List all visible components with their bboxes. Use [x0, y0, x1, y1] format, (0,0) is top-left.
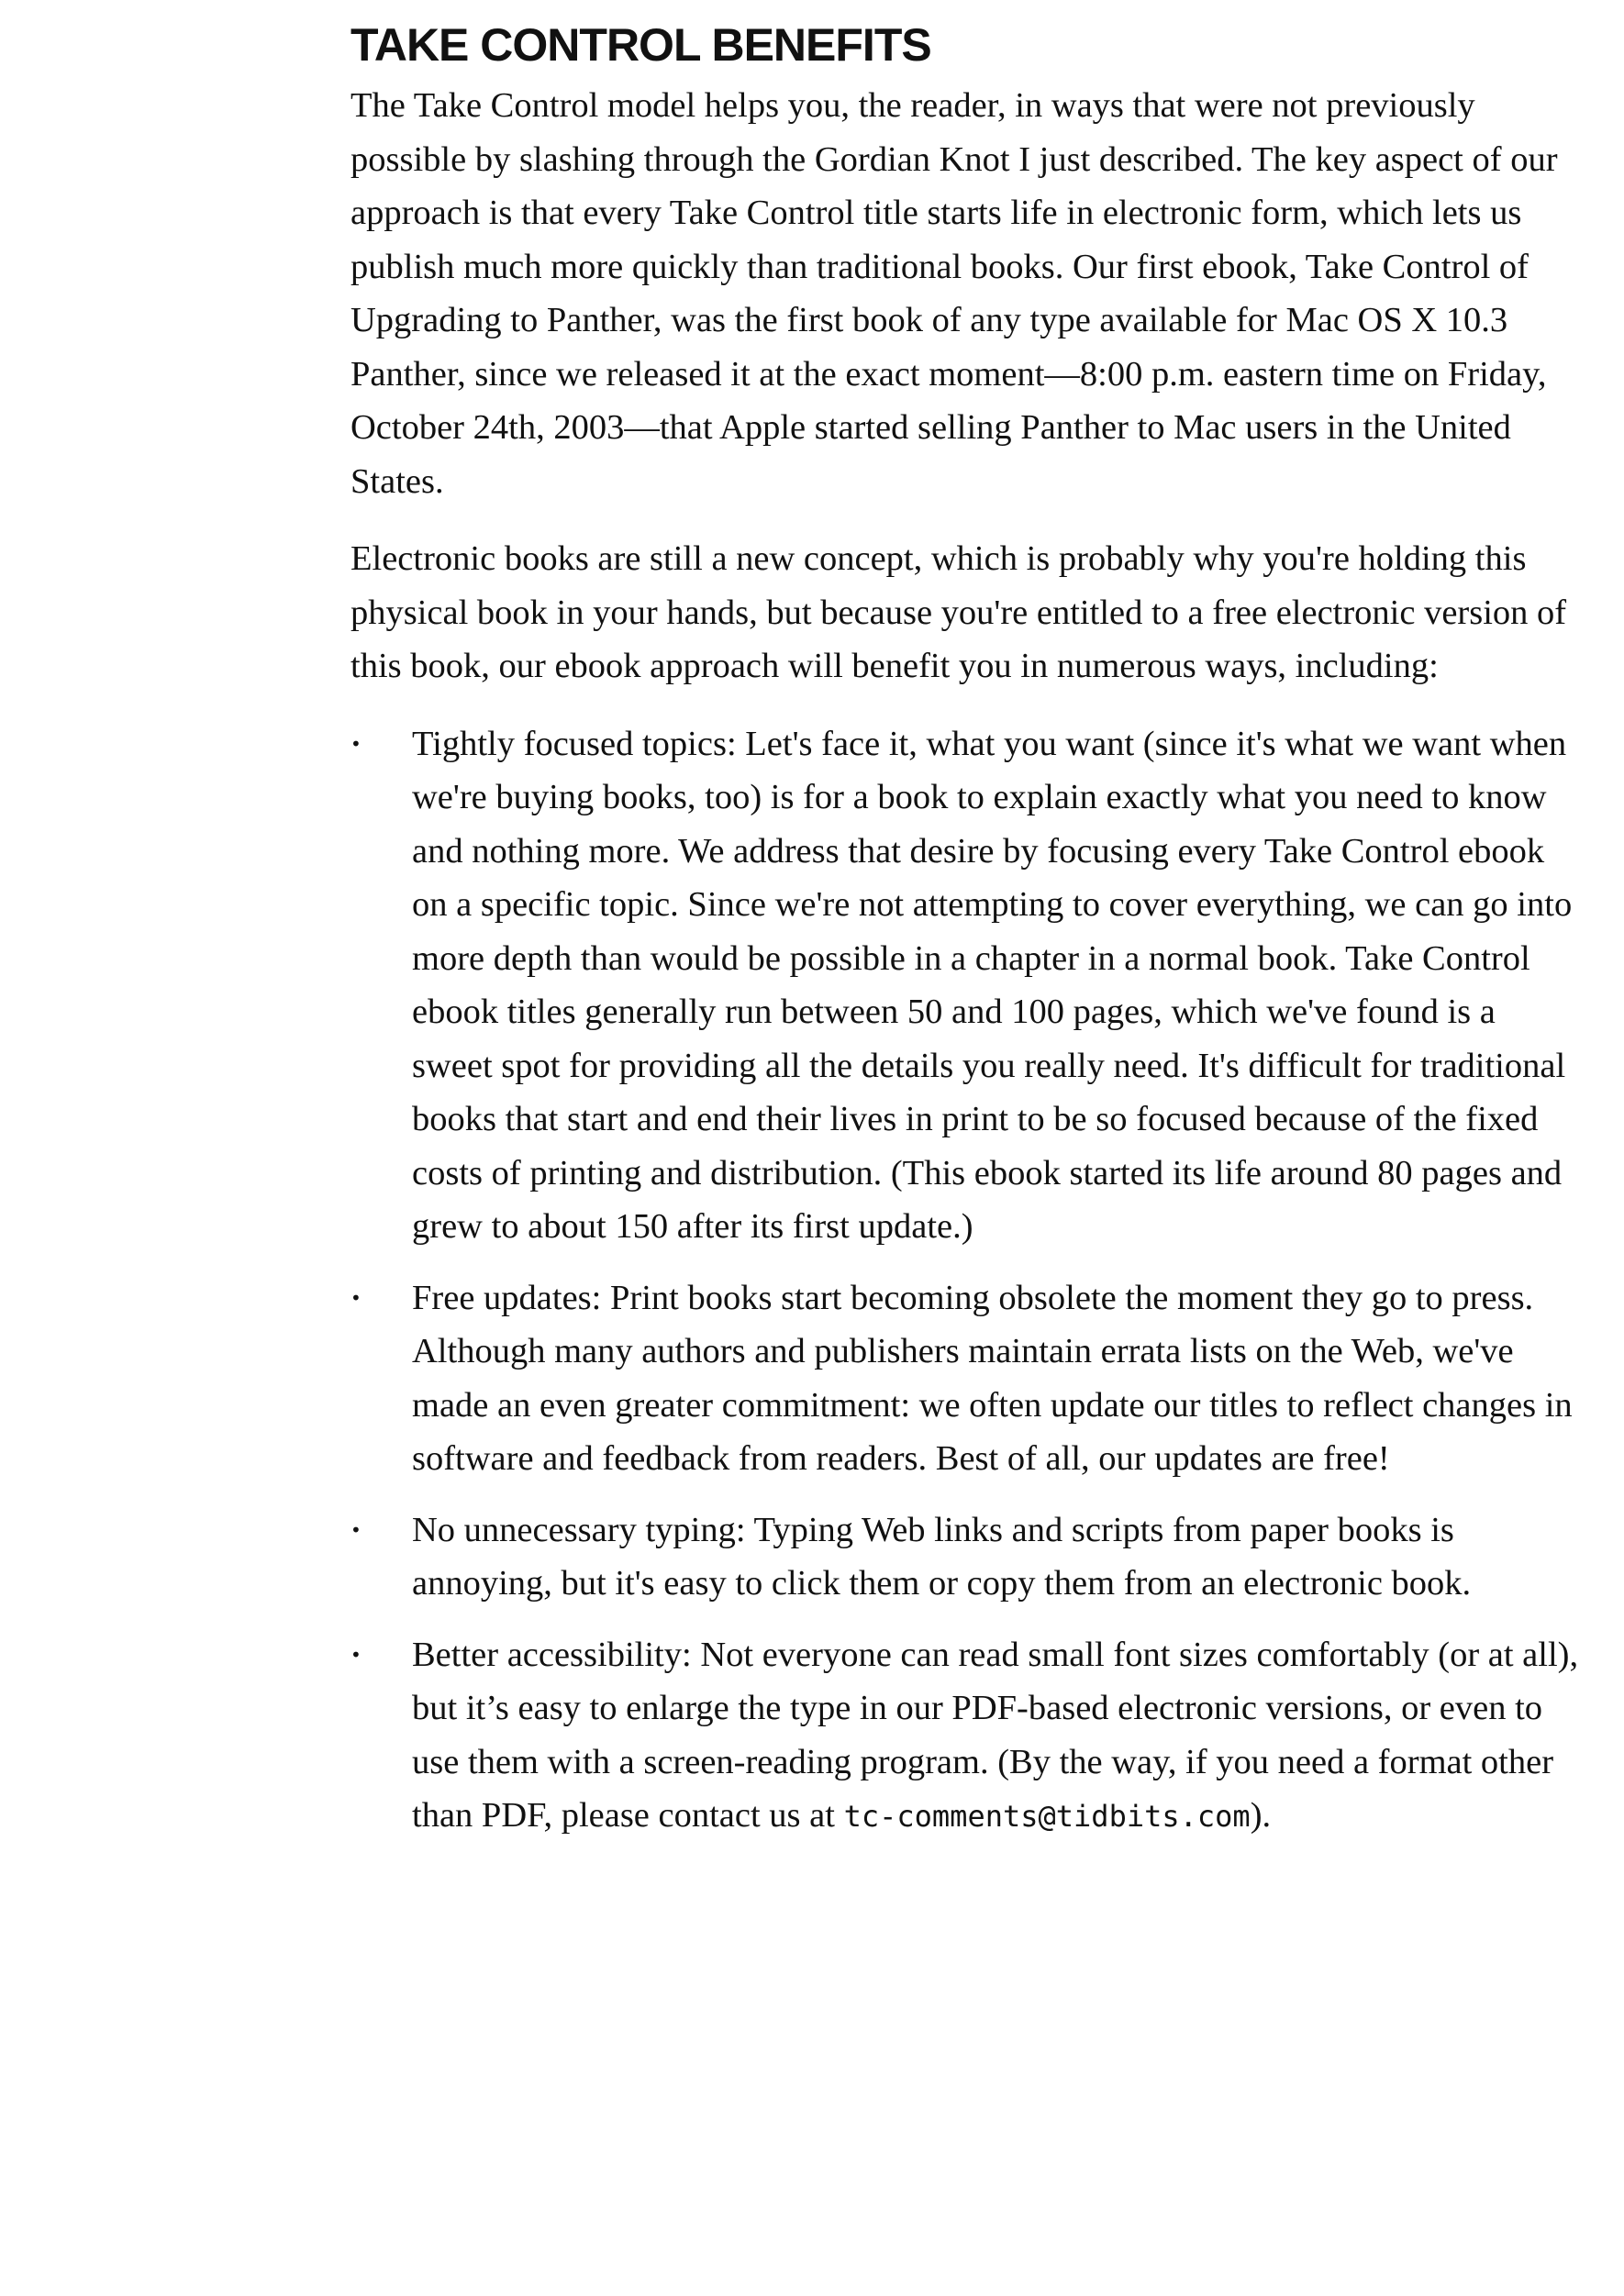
benefit-item-no-typing: [350, 1503, 1585, 1611]
benefit-text: Not everyone can read small font sizes comfortably (or at all), but it’s easy to enlarge the type in our PDF-based electronic versions, or even to use them with a screen-reading program. (By the way, if you need a format other than PDF, please contact us at: [412, 1635, 1579, 1835]
benefit-label: Free updates:: [412, 1278, 602, 1317]
section-heading: TAKE CONTROL BENEFITS: [350, 19, 931, 71]
bullet-icon: •: [350, 1518, 362, 1541]
benefit-label: No unnecessary typing:: [412, 1510, 746, 1549]
benefit-text: Let's face it, what you want (since it's what we want when we're buying books, too) is for a book to explain exactly what you need to know and nothing more. We address that desire by focusing every Take Control ebook on a specific topic. Since we're not attempting to cover everything, we can go into more depth than would be possible in a chapter in a normal book. Take Control ebook titles generally run between 50 and 100 pages, which we've found is a sweet spot for providing all the details you really need. It's difficult for traditional books that start and end their lives in print to be so focused because of the fixed costs of printing and distribution. (This ebook started its life around 80 pages and grew to about 150 after its first update.): [412, 724, 1573, 1246]
benefits-list: [350, 717, 1585, 1844]
bullet-icon: •: [350, 1286, 362, 1309]
benefit-item-free-updates: [350, 1271, 1585, 1486]
benefit-label: Tightly focused topics:: [412, 724, 737, 763]
contact-email-link[interactable]: tc-comments@tidbits.com: [843, 1799, 1251, 1834]
page: [350, 17, 1585, 1861]
benefit-tail: ).: [1250, 1796, 1272, 1835]
benefit-item-focused-topics: [350, 717, 1585, 1254]
benefit-text: Print books start becoming obsolete the moment they go to press. Although many authors and publishers maintain errata lists on the Web, we've made an even greater commitment: we often update our titles to reflect changes in software and feedback from readers. Best of all, our updates are free!: [412, 1278, 1573, 1478]
intro-paragraph: The Take Control model helps you, the reader, in ways that were not previously possible by slashing through the Gordian Knot I just described. The key aspect of our approach is that every Take Control title starts life in electronic form, which lets us publish much more quickly than traditional books. Our first ebook, Take Control of Upgrading to Panther, was the first book of any type available for Mac OS X 10.3 Panther, since we released it at the exact moment—8:00 p.m. eastern time on Friday, October 24th, 2003—that Apple started selling Panther to Mac users in the United States.: [350, 86, 1558, 501]
benefit-label: Better accessibility:: [412, 1635, 692, 1674]
benefit-text: Typing Web links and scripts from paper books is annoying, but it's easy to click them or copy them from an electronic book.: [412, 1510, 1472, 1603]
bullet-icon: •: [350, 732, 362, 755]
ebook-paragraph: Electronic books are still a new concept, which is probably why you're holding this physical book in your hands, but because you're entitled to a free electronic version of this book, our ebook approach will benefit you in numerous ways, including:: [350, 539, 1567, 685]
bullet-icon: •: [350, 1643, 362, 1666]
benefit-item-accessibility: [350, 1628, 1585, 1844]
